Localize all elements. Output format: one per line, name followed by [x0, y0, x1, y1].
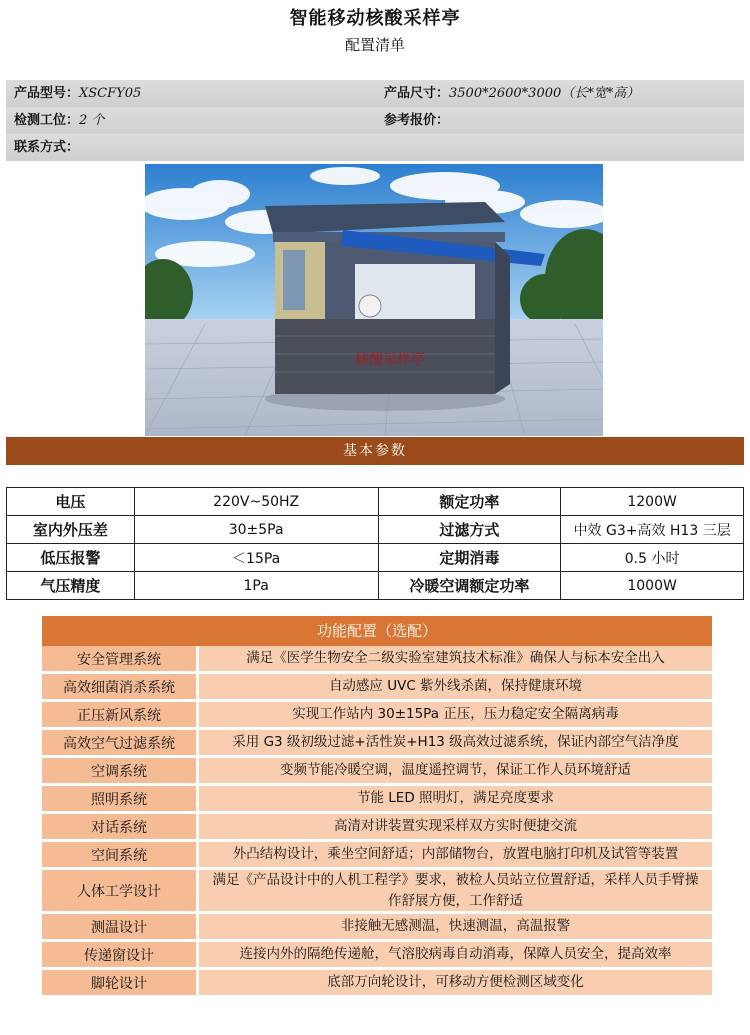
function-description: 节能 LED 照明灯，满足亮度要求 — [356, 790, 555, 806]
stations-field — [14, 107, 104, 134]
function-row — [42, 942, 712, 970]
function-config-table — [42, 616, 712, 998]
stations-label: 检测工位： — [14, 113, 80, 128]
info-row-model — [6, 80, 744, 107]
function-description: 底部万向轮设计，可移动方便检测区域变化 — [327, 974, 584, 990]
param-value: 0.5 小时 — [561, 544, 744, 572]
function-name: 测温设计 — [42, 914, 199, 939]
param-row — [7, 544, 744, 572]
stations-value: 2 个 — [79, 113, 105, 128]
function-row — [42, 758, 712, 786]
function-name: 传递窗设计 — [42, 942, 199, 967]
function-name: 正压新风系统 — [42, 702, 199, 727]
function-row — [42, 674, 712, 702]
info-row-stations — [6, 107, 744, 134]
size-label: 产品尺寸： — [384, 86, 450, 101]
page-subtitle: 配置清单 — [344, 36, 405, 54]
param-row — [7, 516, 744, 544]
function-name: 空间系统 — [42, 842, 199, 867]
function-row — [42, 914, 712, 942]
param-value: 220V~50HZ — [134, 488, 378, 516]
param-row — [7, 572, 744, 600]
function-name: 照明系统 — [42, 786, 199, 811]
function-name: 高效空气过滤系统 — [42, 730, 199, 755]
function-description: 采用 G3 级初级过滤+活性炭+H13 级高效过滤系统，保证内部空气洁净度 — [232, 734, 679, 750]
info-row-contact — [6, 134, 744, 161]
function-description: 满足《产品设计中的人机工程学》要求，被检人员站立位置舒适，采样人员手臂操作舒展方便，工作舒适 — [212, 871, 699, 909]
size-field — [384, 80, 639, 107]
function-row — [42, 730, 712, 758]
function-row — [42, 786, 712, 814]
function-name: 安全管理系统 — [42, 646, 199, 671]
function-description: 实现工作站内 30±15Pa 正压，压力稳定安全隔离病毒 — [292, 706, 619, 722]
param-name: 定期消毒 — [378, 544, 561, 572]
price-label: 参考报价： — [384, 113, 450, 128]
basic-params-heading: 基本参数 — [6, 437, 744, 465]
param-value: 中效 G3+高效 H13 三层 — [561, 516, 744, 544]
param-row — [7, 488, 744, 516]
param-value: 30±5Pa — [134, 516, 378, 544]
booth-side — [495, 242, 510, 394]
param-name: 低压报警 — [7, 544, 135, 572]
model-label: 产品型号： — [14, 86, 80, 101]
function-row — [42, 702, 712, 730]
basic-params-table — [6, 487, 744, 600]
param-value: 1000W — [561, 572, 744, 600]
param-name: 电压 — [7, 488, 135, 516]
function-description: 高清对讲装置实现采样双方实时便捷交流 — [334, 818, 577, 834]
function-description: 非接触无感测温，快速测温，高温报警 — [340, 918, 571, 934]
contact-field — [14, 134, 79, 161]
function-description: 外凸结构设计，乘坐空间舒适；内部储物台，放置电脑打印机及试管等装置 — [232, 846, 679, 862]
function-description: 连接内外的隔绝传递舱，气溶胶病毒自动消毒，保障人员安全，提高效率 — [239, 946, 672, 962]
function-row — [42, 842, 712, 870]
function-description: 自动感应 UVC 紫外线杀菌，保持健康环境 — [328, 678, 583, 694]
function-row — [42, 970, 712, 998]
price-field — [384, 107, 449, 134]
function-name: 人体工学设计 — [42, 870, 199, 911]
param-value: 1200W — [561, 488, 744, 516]
size-value: 3500*2600*3000（长*宽*高） — [449, 86, 640, 101]
param-value: 1Pa — [134, 572, 378, 600]
model-value: XSCFY05 — [79, 86, 142, 101]
function-config-heading: 功能配置（选配） — [42, 616, 712, 646]
param-name: 气压精度 — [7, 572, 135, 600]
param-name: 冷暖空调额定功率 — [378, 572, 561, 600]
function-name: 空调系统 — [42, 758, 199, 783]
function-row — [42, 870, 712, 914]
param-name: 过滤方式 — [378, 516, 561, 544]
function-name: 脚轮设计 — [42, 970, 199, 995]
function-row — [42, 646, 712, 674]
param-name: 额定功率 — [378, 488, 561, 516]
function-description: 变频节能冷暖空调，温度遥控调节，保证工作人员环境舒适 — [280, 762, 631, 778]
booth-door-window — [283, 250, 305, 310]
param-name: 室内外压差 — [7, 516, 135, 544]
contact-label: 联系方式： — [14, 140, 80, 155]
param-value: ＜15Pa — [134, 544, 378, 572]
function-name: 对话系统 — [42, 814, 199, 839]
model-field — [14, 80, 141, 107]
function-description: 满足《医学生物安全二级实验室建筑技术标准》确保人与标本安全出入 — [246, 650, 665, 666]
function-name: 高效细菌消杀系统 — [42, 674, 199, 699]
function-row — [42, 814, 712, 842]
booth-sign-text: 核酸采样亭 — [355, 352, 425, 368]
product-photo — [145, 164, 603, 436]
uv-device — [359, 295, 381, 317]
page-title: 智能移动核酸采样亭 — [289, 8, 461, 29]
